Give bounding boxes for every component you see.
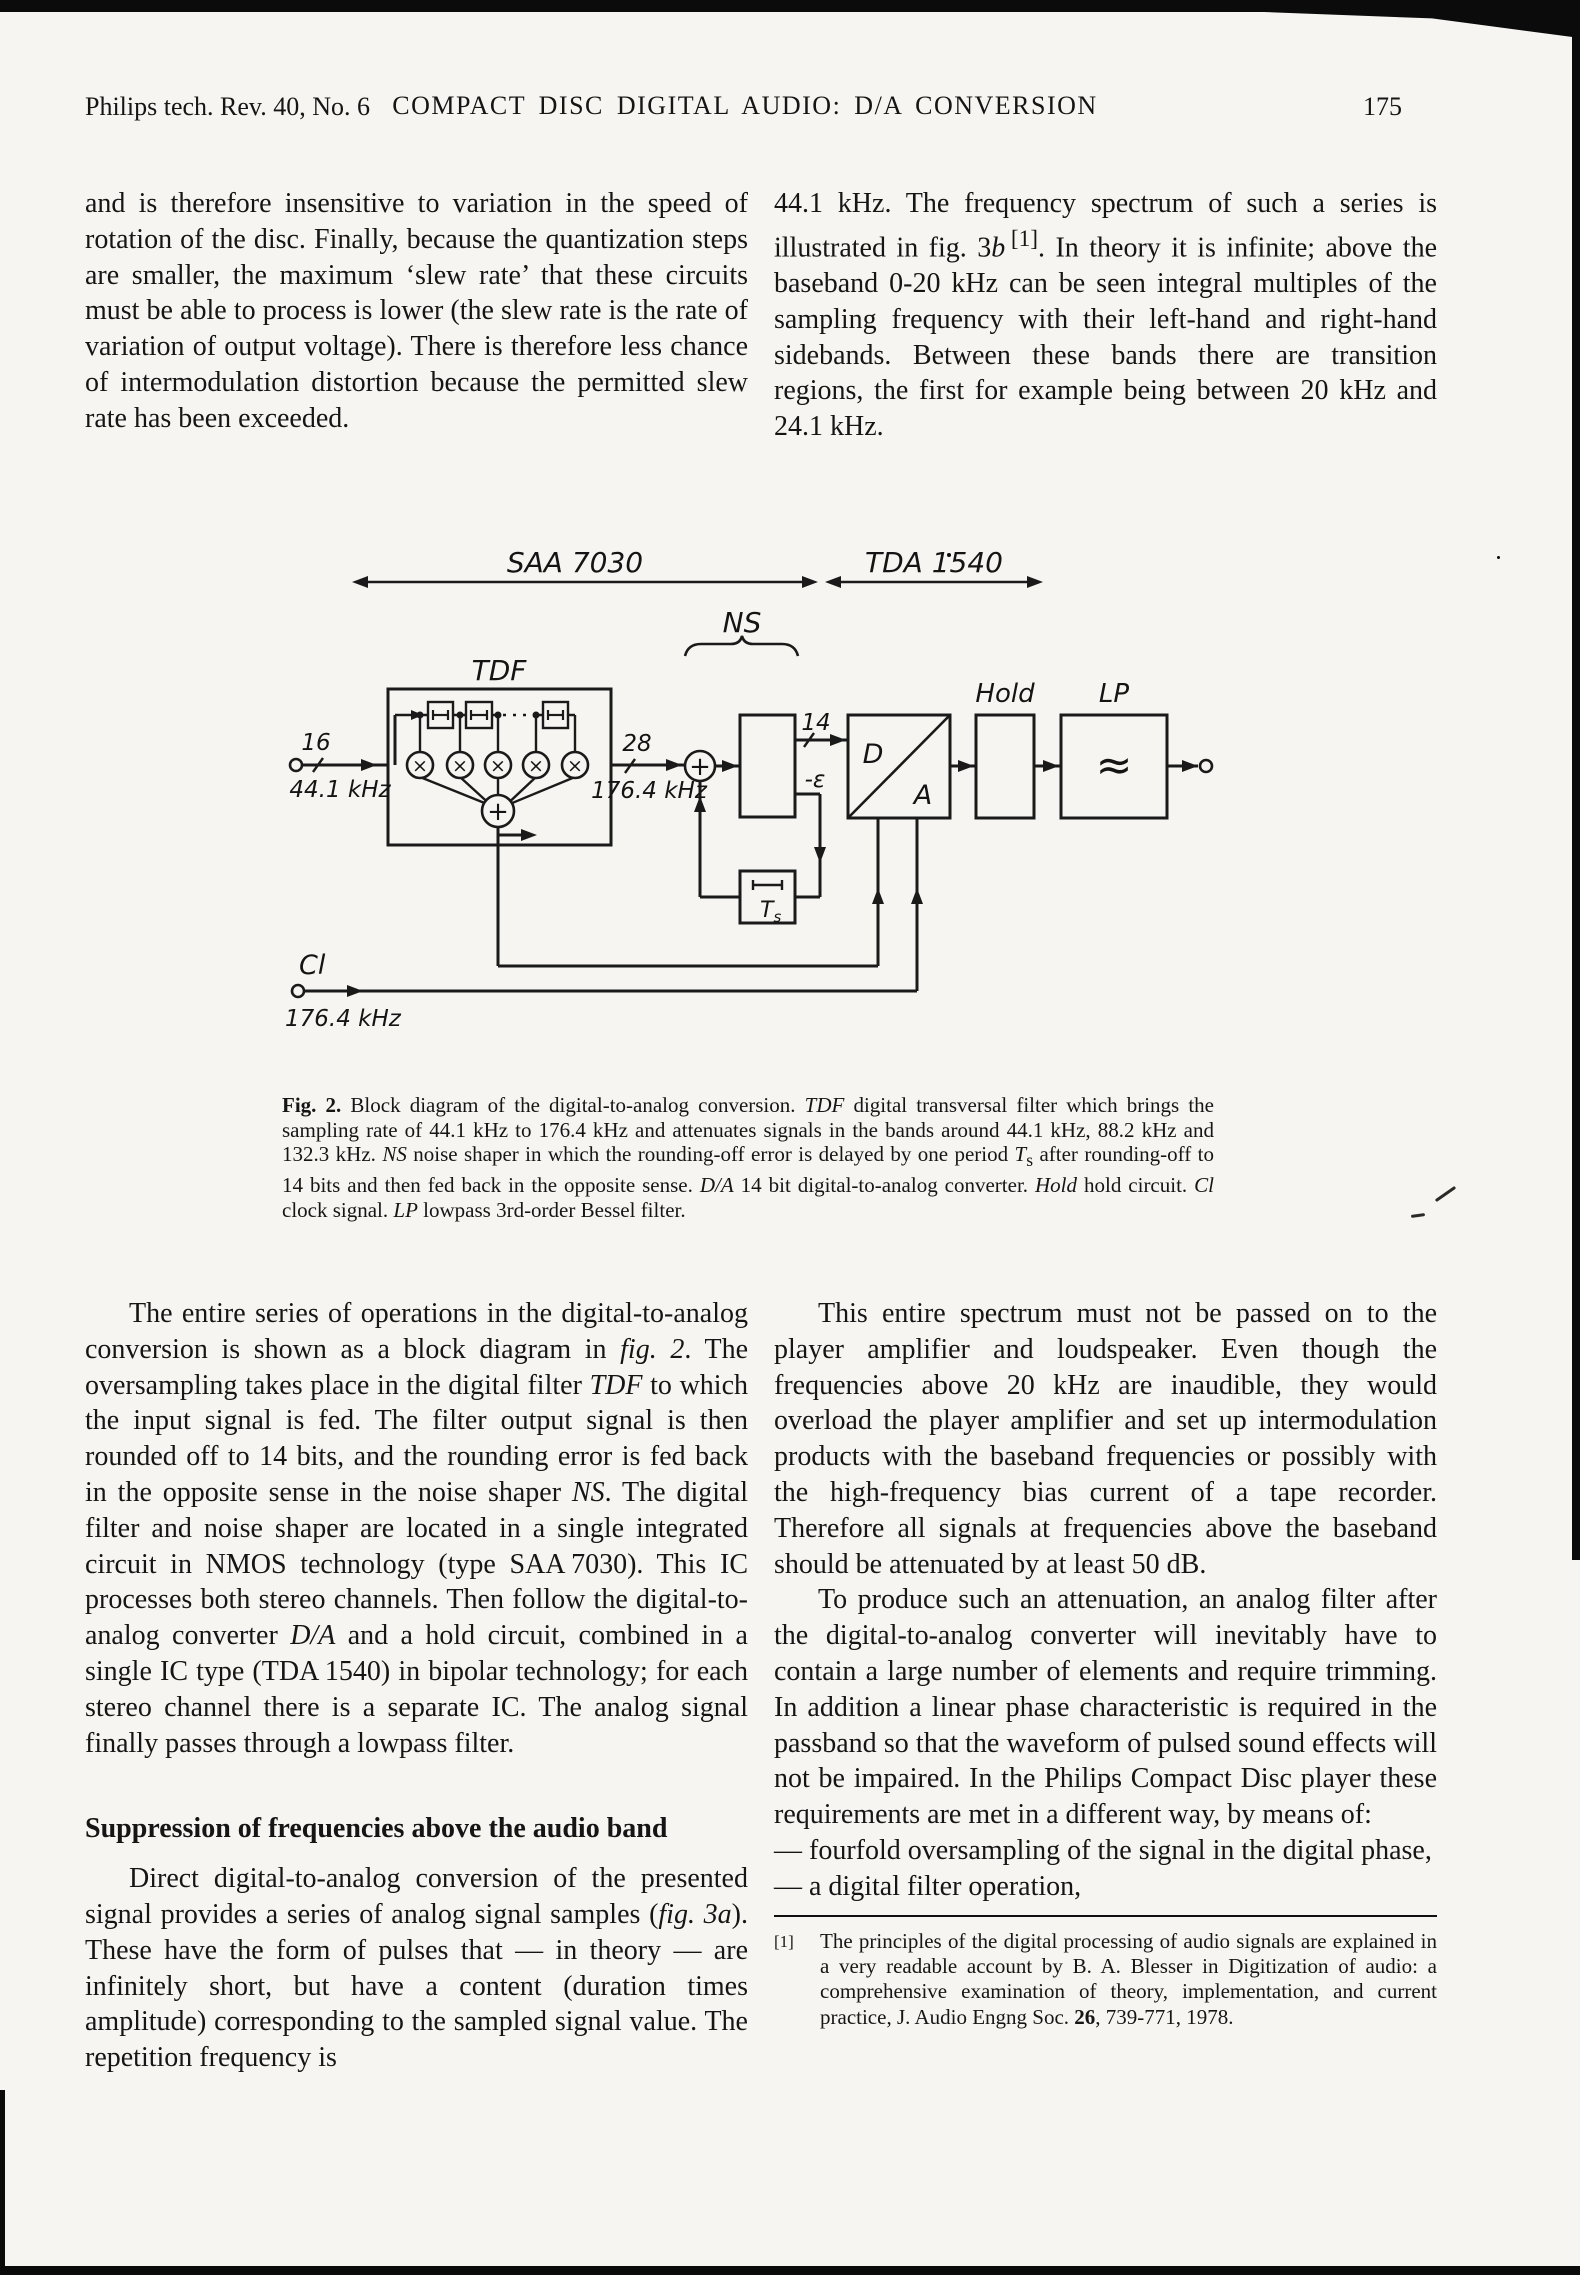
ts-label: $T_s$ — [760, 898, 782, 926]
footnote-block — [774, 1915, 1437, 2031]
page-number: 175 — [1363, 92, 1402, 121]
plus-icon: + — [487, 797, 509, 827]
times-icon: × — [452, 755, 468, 777]
ink-speck — [1497, 556, 1500, 559]
paragraph-slew-rate: and is therefore insensitive to variation in the speed of rotation of the disc. Finally, because the quantization steps are smaller, the maximum ‘slew rate’ that these circuits must be able to process is lower (the slew rate is the rate of variation of output voltage). There is therefore less chance of intermodulation distortion because the permitted slew rate has been exceeded. — [85, 188, 748, 434]
mid-rate-label: 176.4 kHz — [591, 778, 707, 804]
saa7030-label: SAA 7030 — [506, 548, 644, 579]
footnote-marker: [1] — [774, 1931, 794, 1951]
scan-edge-top-right-wedge — [1210, 10, 1580, 38]
left-column-top — [85, 186, 748, 437]
hold-label: Hold — [975, 679, 1035, 709]
mid-bits-label: 28 — [622, 731, 652, 757]
section-heading: Suppression of frequencies above the audio band — [85, 1813, 668, 1845]
times-icon: × — [412, 755, 428, 777]
error-label: -ε — [804, 767, 826, 793]
paragraph-attenuation: To produce such an attenuation, an analog filter after the digital-to-analog converter will inevitably have to contain a large number of elements and require trimming. In addition a linear phase characteristic is required in the passband so that the waveform of pulsed sound effects will not be impaired. In the Philips Compact Disc player these requirements are met in a different way, by means of: — [774, 1584, 1437, 1831]
paragraph-spectrum-warning: This entire spectrum must not be passed on to the player amplifier and loudspeaker. Even though the frequencies above 20 kHz are inaudible, they would overload the player amplifier and set up intermodulation products with the baseband frequencies or possibly with the high-frequency bias current of a tape recorder. Therefore all signals at frequencies above the baseband should be attenuated by at least 50 dB. — [774, 1298, 1437, 1580]
left-column-main — [85, 1296, 748, 2076]
pen-mark-slash — [1435, 1186, 1456, 1202]
analog-output-chain — [950, 715, 1212, 818]
delay-element — [466, 702, 492, 728]
lp-label: LP — [1098, 679, 1130, 709]
hold-box — [976, 715, 1034, 818]
clock-rate-label: 176.4 kHz — [285, 1006, 401, 1032]
figure-caption: Fig. 2. Block diagram of the digital-to-analog conversion. TDF digital transversal filter which brings the sampling rate of 44.1 kHz to 176.4 kHz and attenuates signals in the bands around 44.1 kHz, 88.2 kHz and 132.3 kHz. NS noise shaper in which the rounding-off error is delayed by one period $T_s$ after rounding-off to 14 bits and then fed back in the opposite sense. D/A 14 bit digital-to-analog converter. Hold hold circuit. Cl clock signal. LP lowpass 3rd-order Bessel filter. — [282, 1093, 1214, 1222]
ns-brace — [685, 636, 798, 656]
ns-label: NS — [722, 606, 762, 639]
scan-edge-right — [1572, 0, 1580, 1560]
paragraph-direct-conversion: Direct digital-to-analog conversion of the presented signal provides a series of analog signal samples (fig. 3a). These have the form of pulses that — in theory — are infinitely short, but have a content (duration times amplitude) corresponding to the sampled signal value. The repetition frequency is — [85, 1863, 748, 2074]
footnote-text: The principles of the digital processing of audio signals are explained in a very readable account by B. A. Blesser in Digitization of audio: a comprehensive examination of theory, implementation, and current practice, J. Audio Engng Soc. 26, 739-771, 1978. — [820, 1928, 1437, 2029]
output-bits-label: 14 — [801, 710, 831, 736]
delay-element — [428, 702, 453, 728]
paragraph-block-diagram: The entire series of operations in the digital-to-analog conversion is shown as a block diagram in fig. 2. The oversampling takes place in the digital filter TDF to which the input signal is fed. The filter output signal is then rounded off to 14 bits, and the rounding error is fed back in the opposite sense in the noise shaper NS. The digital filter and noise shaper are located in a single integrated circuit in NMOS technology (type SAA 7030). This IC processes both stereo channels. Then follow the digital-to-analog converter D/A and a hold circuit, combined in a single IC type (TDA 1540) in bipolar technology; for each stereo channel there is a separate IC. The analog signal finally passes through a lowpass filter. — [85, 1298, 748, 1759]
input-bits-label: 16 — [301, 730, 331, 756]
output-terminal — [1200, 760, 1212, 772]
times-icon: × — [490, 755, 506, 777]
times-icon: × — [528, 755, 544, 777]
scan-edge-left — [0, 2090, 5, 2275]
da-d-label: D — [862, 739, 884, 770]
times-icon: × — [567, 755, 583, 777]
clock-label: Cl — [299, 950, 326, 981]
tdf-label: TDF — [471, 654, 527, 687]
tda1540-label: TDA 1540 — [865, 548, 1003, 579]
right-column-main — [774, 1296, 1437, 2030]
paragraph-spectrum-intro: 44.1 kHz. The frequency spectrum of such a series is illustrated in fig. 3b [1]. In theory it is infinite; above the baseband 0-20 kHz can be seen integral multiples of the sampling frequency with their left-hand and right-hand sidebands. Between these bands there are transition regions, the first for example being between 20 kHz and 24.1 kHz. — [774, 188, 1437, 443]
journal-reference: Philips tech. Rev. 40, No. 6 — [85, 92, 371, 121]
clock-input-terminal — [292, 985, 304, 997]
da-a-label: A — [913, 780, 933, 811]
figure-2-block-diagram — [185, 548, 1235, 1048]
right-column-top — [774, 186, 1437, 445]
delay-element — [543, 702, 568, 728]
list-item-digital-filter: — a digital filter operation, — [774, 1870, 1082, 1902]
approx-icon: ≈ — [1095, 740, 1133, 791]
plus-icon: + — [689, 752, 711, 782]
article-title: COMPACT DISC DIGITAL AUDIO: D/A CONVERSION — [392, 91, 1098, 120]
pen-mark-dash — [1411, 1213, 1425, 1218]
list-item-oversampling: — fourfold oversampling of the signal in the digital phase, — [774, 1834, 1432, 1866]
rounding-quantizer-box — [740, 715, 795, 817]
input-rate-label: 44.1 kHz — [289, 777, 391, 803]
scan-edge-bottom — [0, 2266, 1580, 2275]
